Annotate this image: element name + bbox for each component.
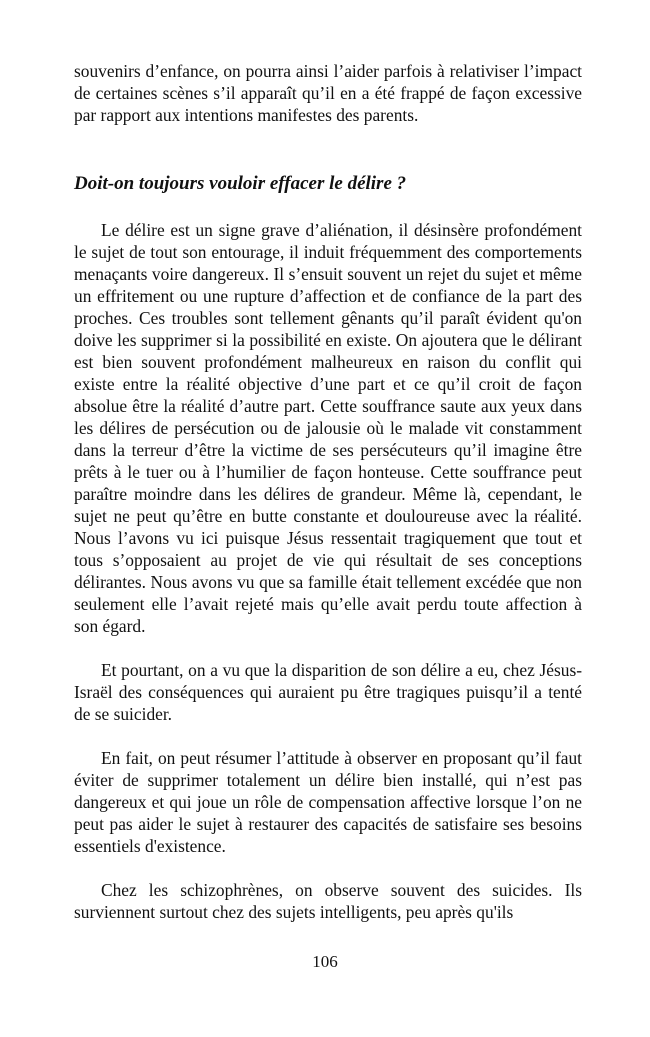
- page-body: [74, 60, 582, 923]
- paragraph-1: Le délire est un signe grave d’aliénation, il désinsère profondément le sujet de tout son entourage, il induit fréquemment des comportements menaçants voire dangereux. Il s’ensuit souvent un rejet du sujet et même un effritement ou une rupture d’affection et de confiance de la part des proches. Ces troubles sont tellement gênants qu’il paraît évident qu'on doive les supprimer si la possibilité en existe. On ajoutera que le délirant est bien souvent profondément malheureux en raison du conflit qui existe entre la réalité objective d’une part et ce qu’il croit de façon absolue être la réalité d’autre part. Cette souffrance saute aux yeux dans les délires de persécution ou de jalousie où le malade vit constamment dans la terreur d’être la victime de ses persécuteurs qu’il imagine être prêts à le tuer ou à l’humilier de façon honteuse. Cette souffrance peut paraître moindre dans les délires de grandeur. Même là, cependant, le sujet ne peut qu’être en butte constante et douloureuse avec la réalité. Nous l’avons vu ici puisque Jésus ressentait tragiquement que tout et tous s’opposaient au projet de vie qui résultait de ses conceptions délirantes. Nous avons vu que sa famille était tellement excédée que non seulement elle l’avait rejeté mais qu’elle avait perdu toute affection à son égard.: [74, 220, 582, 636]
- page-number: 106: [312, 952, 338, 971]
- section-heading: Doit-on toujours vouloir effacer le délire ?: [74, 173, 407, 194]
- paragraph-2: Et pourtant, on a vu que la disparition de son délire a eu, chez Jésus-Israël des conséquences qui auraient pu être tragiques puisqu’il a tenté de se suicider.: [74, 660, 582, 724]
- paragraph-4: Chez les schizophrènes, on observe souvent des suicides. Ils surviennent surtout chez des sujets intelligents, peu après qu'ils: [74, 880, 582, 922]
- paragraph-continuation: souvenirs d’enfance, on pourra ainsi l’aider parfois à relativiser l’impact de certaines scènes s’il apparaît qu’il en a été frappé de façon excessive par rapport aux intentions manifestes des parents.: [74, 61, 582, 125]
- paragraph-3: En fait, on peut résumer l’attitude à observer en proposant qu’il faut éviter de supprimer totalement un délire bien installé, qui n’est pas dangereux et qui joue un rôle de compensation affective lorsque l’on ne peut pas aider le sujet à restaurer des capacités de satisfaire ses besoins essentiels d'existence.: [74, 748, 582, 856]
